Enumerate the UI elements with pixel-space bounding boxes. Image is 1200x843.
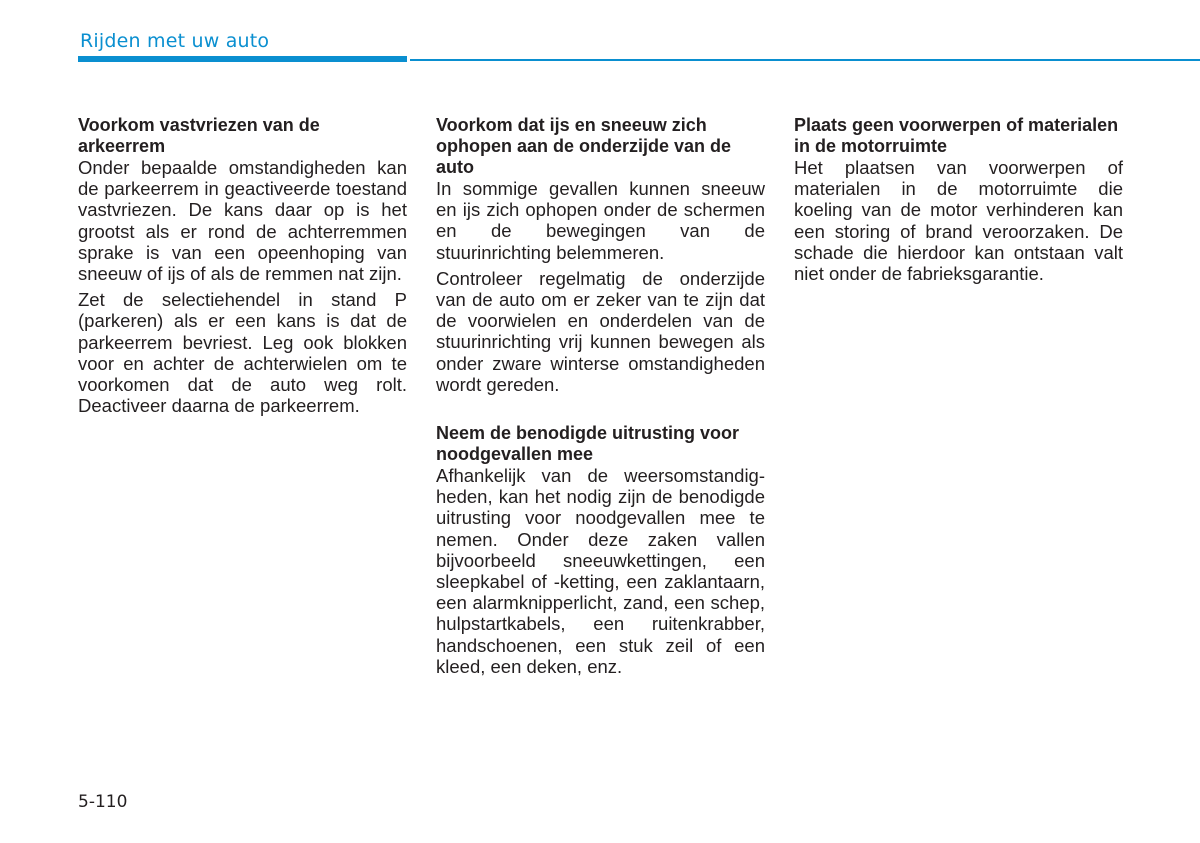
section-ice-snow-underbody [436, 115, 765, 395]
paragraph: Het plaatsen van voorwerpen of materialen in de motorruimte die koeling van de motor verhinderen kan een storing of brand veroorzaken. De schade die hierdoor kan ontstaan valt niet onder de fabrieksgarantie. [794, 157, 1123, 285]
section-engine-compartment [794, 115, 1123, 284]
column-2 [436, 115, 765, 682]
paragraph: Zet de selectiehendel in stand P (parkeren) als er een kans is dat de parkeerrem bevriest. Leg ook blokken voor en achter de achterwielen om te voorkomen dat de auto weg rolt. Deactiveer daarna de parkeerrem. [78, 289, 407, 417]
section-heading: Voorkom vastvriezen van de arkeerrem [78, 115, 320, 156]
section-heading: Plaats geen voorwerpen of materialen in de motorruimte [794, 115, 1119, 156]
page-number: 5-110 [78, 792, 128, 812]
paragraph: Afhankelijk van de weersomstandig-heden, kan het nodig zijn de benodigde uitrusting voor noodgevallen mee te nemen. Onder deze zaken vallen bijvoorbeeld sneeuwkettingen, een sleepkabel of -ketting, een zaklantaarn, een alarmknipperlicht, zand, een schep, hulpstartkabels, een ruitenkrabber, handschoenen, een stuk zeil of een kleed, een deken, enz. [436, 465, 765, 677]
section-heading: Voorkom dat ijs en sneeuw zich ophopen aan de onderzijde van de auto [436, 115, 732, 177]
header-rule-line [410, 59, 1200, 61]
column-3 [794, 115, 1123, 289]
section-emergency-equipment [436, 423, 765, 677]
section-heading: Neem de benodigde uitrusting voor noodgevallen mee [436, 423, 740, 465]
section-title: Rijden met uw auto [80, 30, 270, 52]
paragraph: Controleer regelmatig de onderzijde van de auto om er zeker van te zijn dat de voorwielen en onderdelen van de stuurinrichting vrij kunnen bewegen als onder zware winterse omstandigheden wordt gereden. [436, 267, 765, 395]
paragraph: Onder bepaalde omstandigheden kan de parkeerrem in geactiveerde toestand vastvriezen. De kans daar op is het grootst als er rond de achterremmen sprake is van een opeenhoping van sneeuw of ijs of als de remmen nat zijn. [78, 157, 407, 285]
section-parking-brake-freeze [78, 115, 407, 416]
header-rule-accent [78, 56, 407, 62]
paragraph: In sommige gevallen kunnen sneeuw en ijs zich ophopen onder de schermen en de bewegingen van de stuurinrichting belemmeren. [436, 178, 765, 263]
column-1 [78, 115, 407, 421]
